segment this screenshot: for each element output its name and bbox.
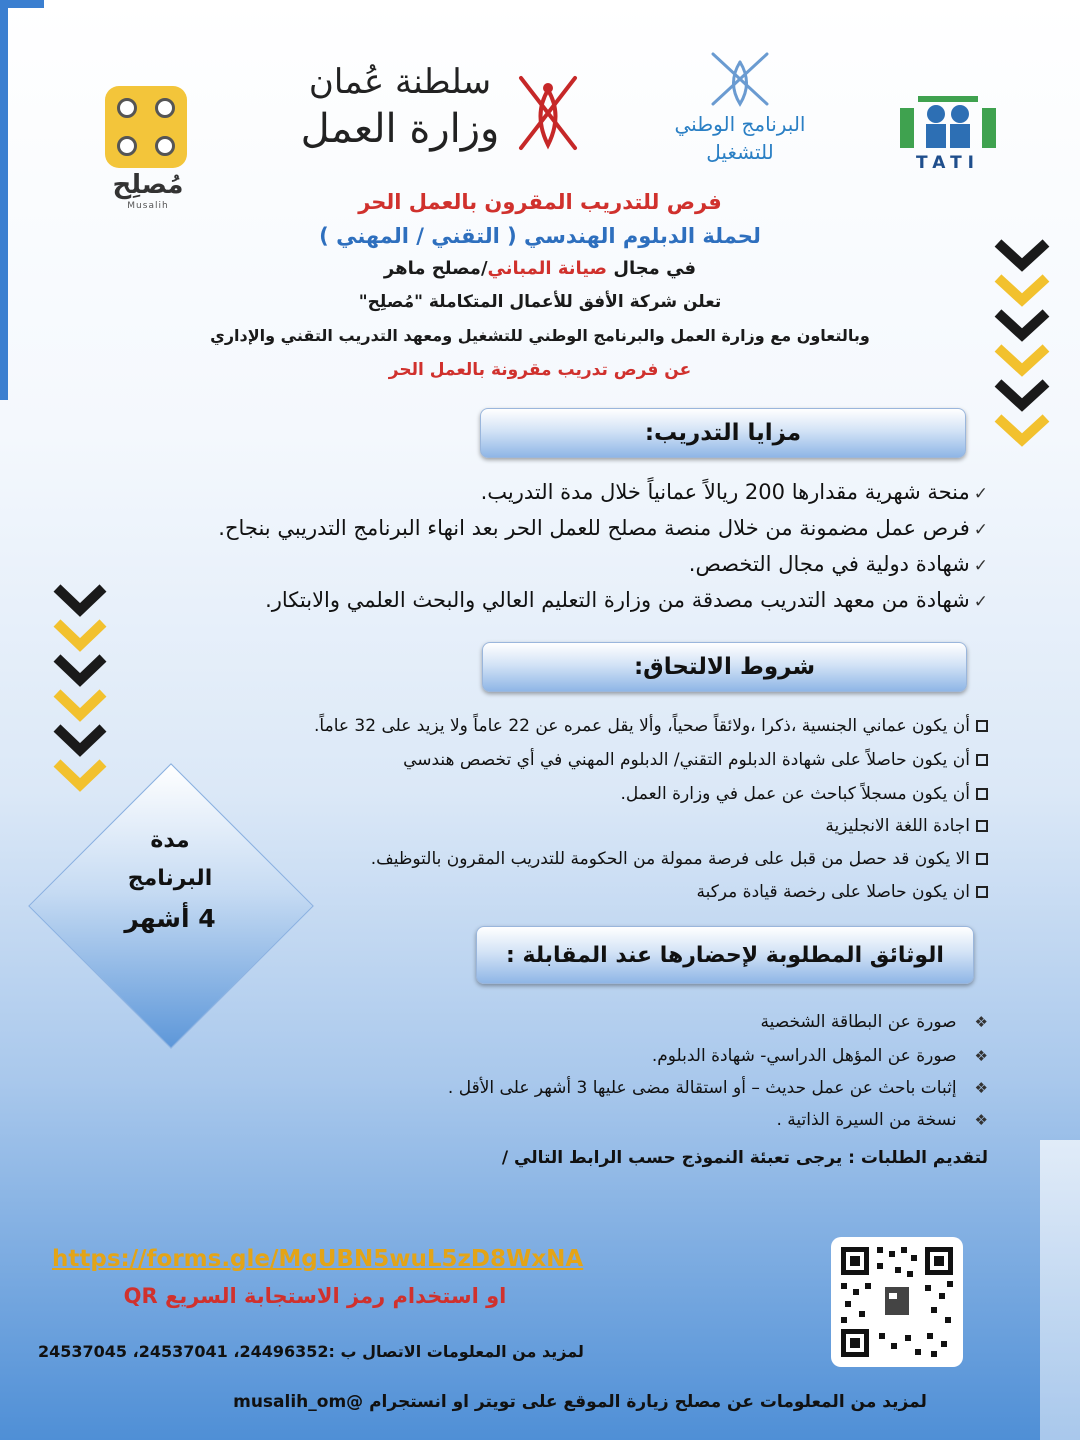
checkmark-icon: ✓ <box>973 556 988 576</box>
document-item: ❖إثبات باحث عن عمل حديث – أو استقالة مضى عليها 3 أشهر على الأقل . <box>447 1078 988 1098</box>
document-item: ❖نسخة من السيرة الذاتية . <box>776 1110 988 1130</box>
oman-emblem-icon <box>513 70 583 155</box>
header-partners: وبالتعاون مع وزارة العمل والبرنامج الوطني للتشغيل ومعهد التدريب التقني والإداري <box>210 326 870 345</box>
header-offer: عن فرص تدريب مقرونة بالعمل الحر <box>388 360 692 380</box>
checkbox-icon <box>976 720 988 732</box>
diamond-bullet-icon: ❖ <box>974 1047 988 1065</box>
benefits-section-title: مزايا التدريب: <box>480 408 966 458</box>
benefit-item: ✓منحة شهرية مقدارها 200 ريالاً عمانياً خلال مدة التدريب. <box>480 480 988 504</box>
qr-code[interactable] <box>831 1237 963 1367</box>
checkmark-icon: ✓ <box>973 520 988 540</box>
chevron-stack-right-icon <box>993 238 1051 458</box>
conditions-section-title: شروط الالتحاق: <box>482 642 967 692</box>
chevron-stack-left-icon <box>52 583 108 798</box>
field-name: صيانة المباني <box>487 258 608 279</box>
field-prefix: في مجال <box>613 258 697 279</box>
checkmark-icon: ✓ <box>973 484 988 504</box>
condition-item: أن يكون مسجلاً كباحث عن عمل في وزارة العمل. <box>620 784 988 804</box>
decorative-frame-corner <box>1040 1140 1080 1440</box>
benefit-item: ✓شهادة من معهد التدريب مصدقة من وزارة التعليم العالي والبحث العلمي والابتكار. <box>265 588 988 612</box>
ministry-logo-line1: سلطنة عُمان <box>308 62 492 102</box>
diamond-bullet-icon: ❖ <box>974 1013 988 1031</box>
checkbox-icon <box>976 820 988 832</box>
tati-logo-text: TATI <box>915 153 981 173</box>
checkmark-icon: ✓ <box>973 592 988 612</box>
musalih-logo-subtext: Musalih <box>127 201 169 211</box>
social-follow-note: لمزيد من المعلومات عن مصلح زيارة الموقع على تويتر او انستجرام @musalih_om <box>233 1392 927 1412</box>
contact-info: لمزيد من المعلومات الاتصال ب :24496352، 24537041، 24537045 <box>38 1342 584 1361</box>
checkbox-icon <box>976 886 988 898</box>
field-suffix: /مصلح ماهر <box>383 258 488 279</box>
checkbox-icon <box>976 853 988 865</box>
duration-label-2: البرنامج <box>127 866 213 891</box>
benefit-item: ✓فرص عمل مضمونة من خلال منصة مصلح للعمل الحر بعد انهاء البرنامج التدريبي بنجاح. <box>218 516 988 540</box>
diamond-bullet-icon: ❖ <box>974 1111 988 1129</box>
benefit-item: ✓شهادة دولية في مجال التخصص. <box>688 552 988 576</box>
checkbox-icon <box>976 788 988 800</box>
tati-logo-icon <box>898 90 998 150</box>
apply-note: لتقديم الطلبات : يرجى تعبئة النموذج حسب الرابط التالي / <box>501 1148 988 1168</box>
condition-item: اجادة اللغة الانجليزية <box>825 816 988 836</box>
musalih-logo-text: مُصلِح <box>112 170 184 200</box>
condition-item: أن يكون حاصلاً على شهادة الدبلوم التقني/ الدبلوم المهني في أي تخصص هندسي <box>403 750 988 770</box>
documents-section-title: الوثائق المطلوبة لإحضارها عند المقابلة : <box>476 926 974 984</box>
qr-note: او استخدام رمز الاستجابة السريع QR <box>123 1284 507 1308</box>
header-field-line <box>150 258 930 279</box>
header-announcement: تعلن شركة الأفق للأعمال المتكاملة "مُصلِح" <box>358 292 722 312</box>
national-program-emblem-icon <box>705 48 775 110</box>
header-subtitle: لحملة الدبلوم الهندسي ( التقني / المهني ) <box>319 224 761 248</box>
diamond-bullet-icon: ❖ <box>974 1079 988 1097</box>
national-program-text-1: البرنامج الوطني <box>674 112 806 136</box>
duration-value: 4 أشهر <box>124 904 216 933</box>
ministry-logo-line2: وزارة العمل <box>300 106 500 152</box>
national-program-text-2: للتشغيل <box>706 140 774 164</box>
document-item: ❖صورة عن البطاقة الشخصية <box>760 1012 988 1032</box>
condition-item: أن يكون عماني الجنسية ،ذكرا ،ولائقاً صحياً، وألا يقل عمره عن 22 عاماً ولا يزيد على 32 عاماً. <box>314 716 988 736</box>
checkbox-icon <box>976 754 988 766</box>
duration-label-1: مدة <box>150 828 190 853</box>
document-item: ❖صورة عن المؤهل الدراسي- شهادة الدبلوم. <box>651 1046 988 1066</box>
qr-code-icon <box>831 1237 963 1367</box>
condition-item: ان يكون حاصلا على رخصة قيادة مركبة <box>696 882 988 902</box>
musalih-logo-icon <box>105 86 187 168</box>
decorative-frame <box>0 0 44 400</box>
application-form-link[interactable]: https://forms.gle/MgUBN5wuL5zD8WxNA <box>52 1246 584 1272</box>
condition-item: الا يكون قد حصل من قبل على فرصة ممولة من الحكومة للتدريب المقرون بالتوظيف. <box>371 849 988 869</box>
header-title: فرص للتدريب المقرون بالعمل الحر <box>358 190 722 214</box>
